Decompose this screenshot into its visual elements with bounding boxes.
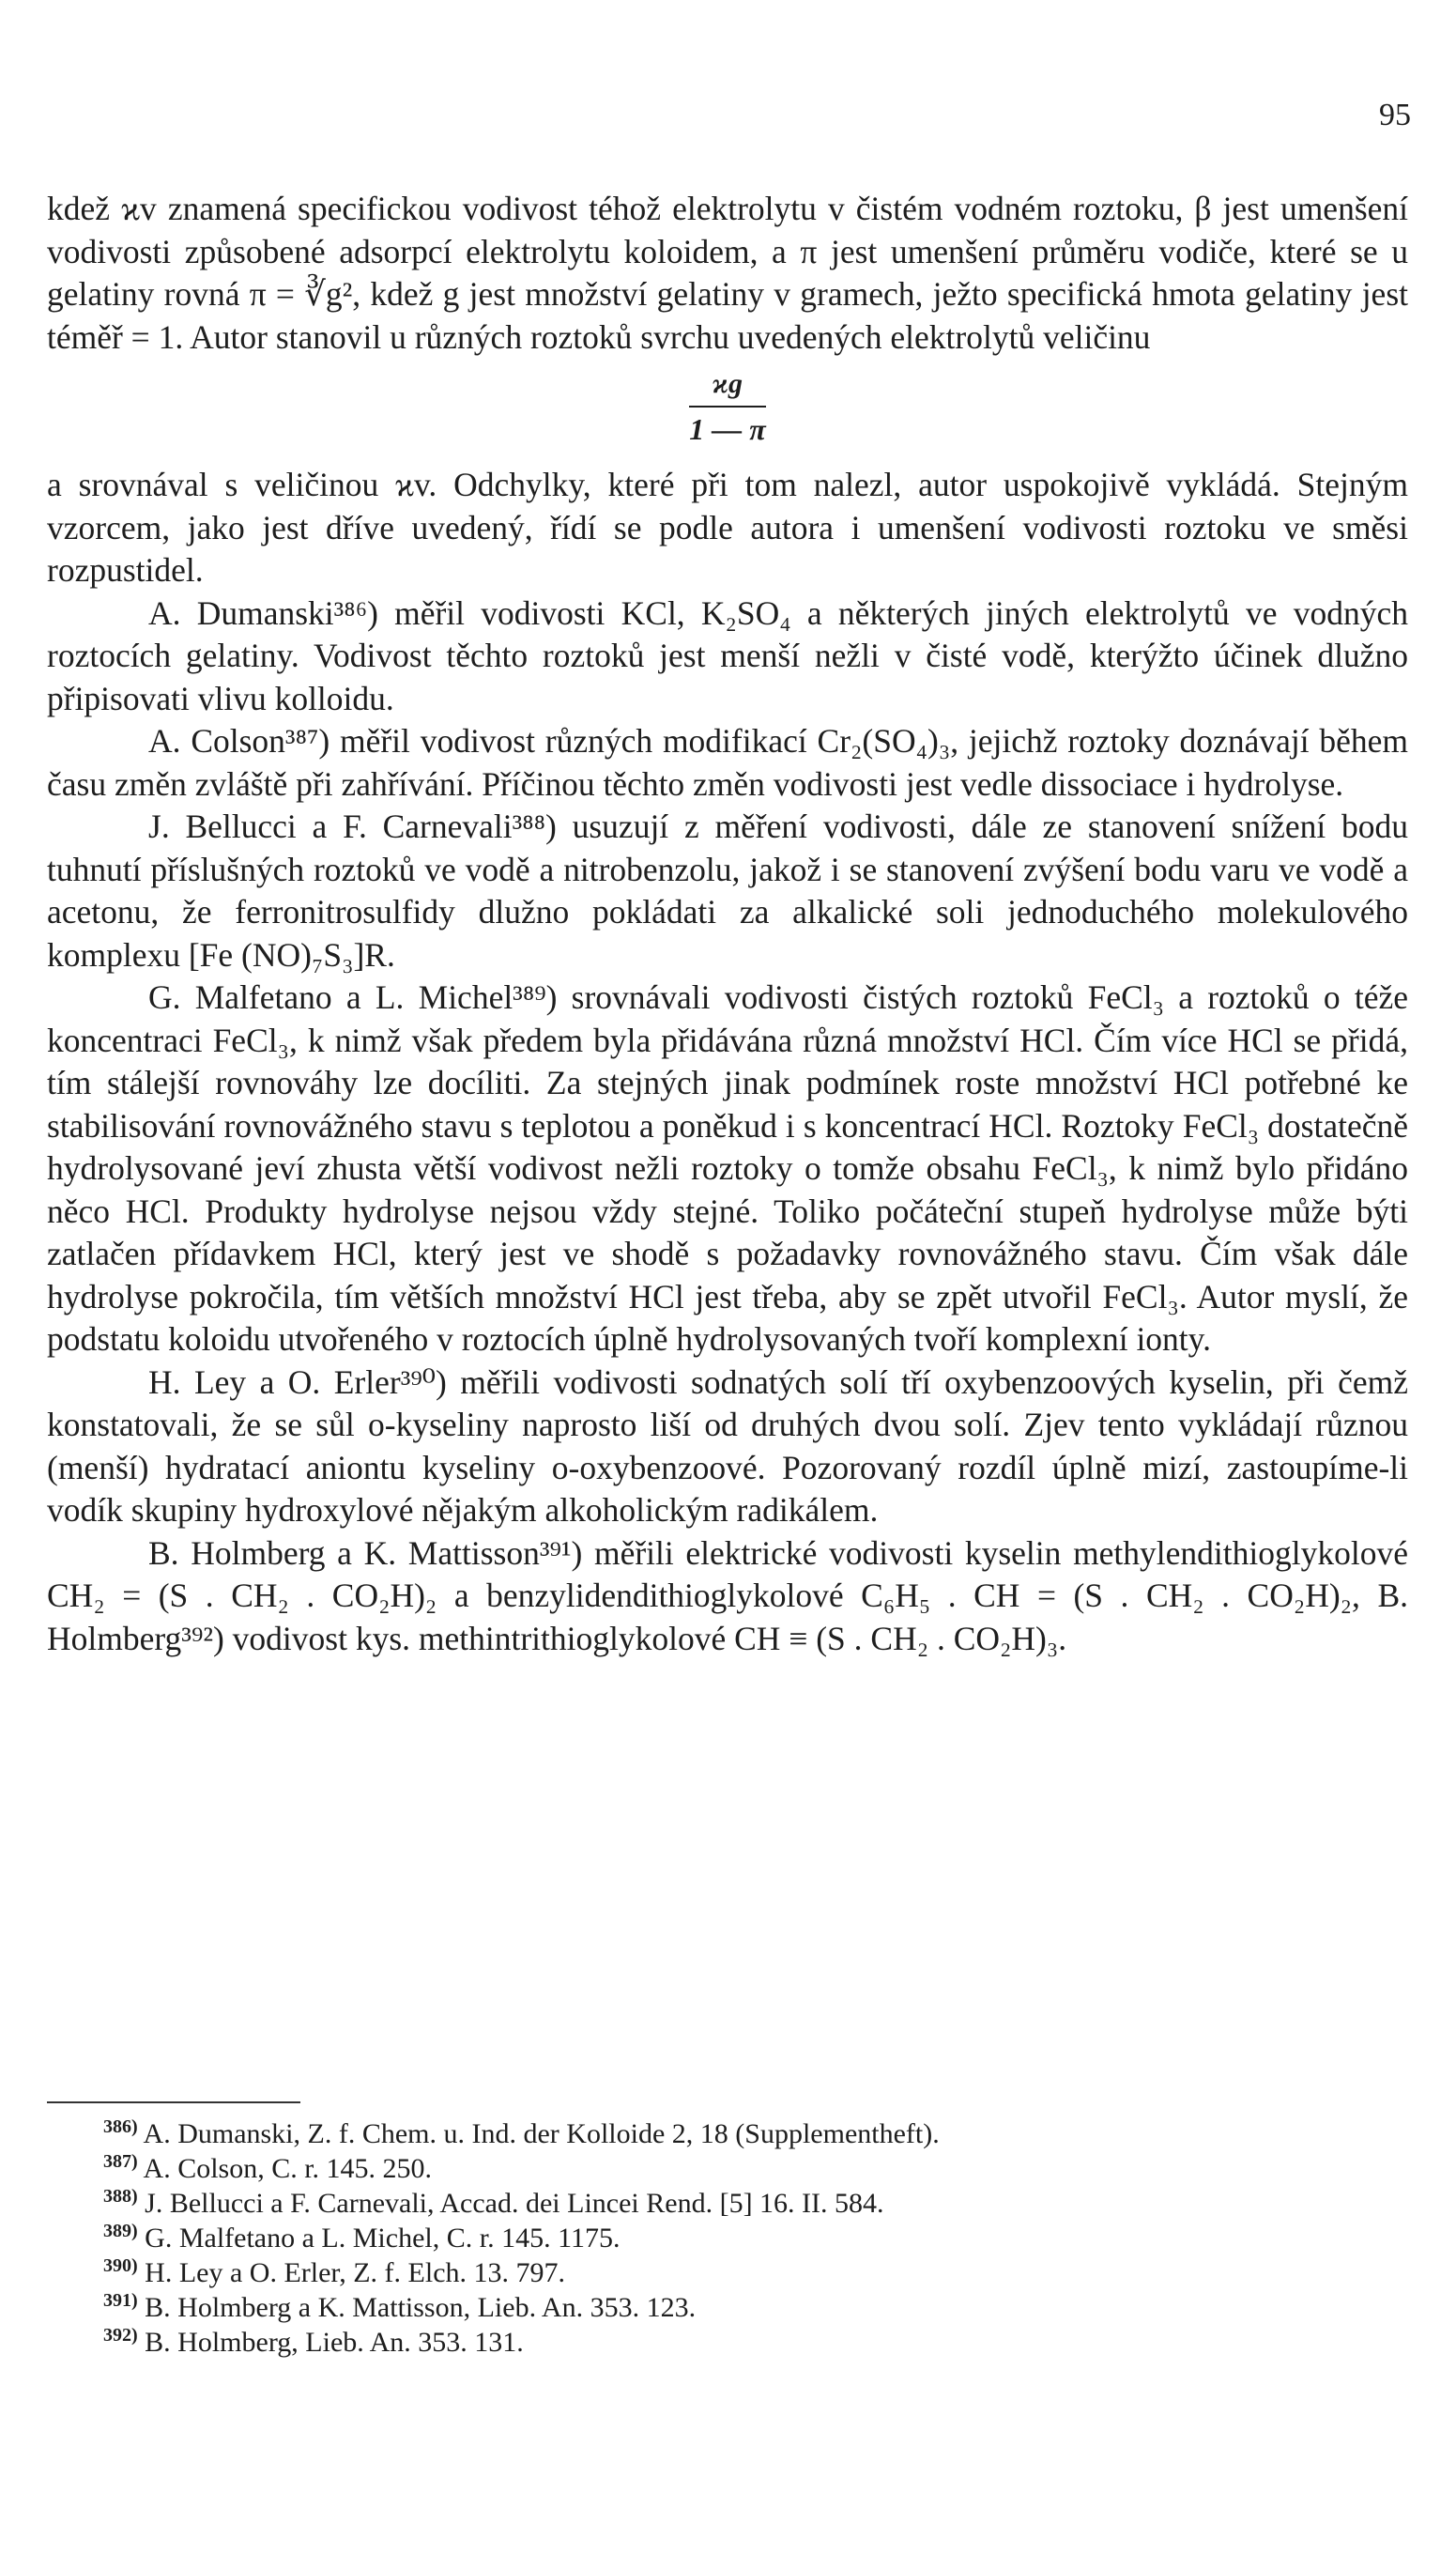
footnote-number: 389) bbox=[103, 2221, 138, 2241]
footnotes bbox=[47, 2116, 1408, 2360]
footnote-391 bbox=[47, 2290, 1408, 2325]
footnote-text: A. Colson, C. r. 145. 250. bbox=[143, 2153, 433, 2184]
footnote-number: 386) bbox=[103, 2116, 138, 2137]
footnote-separator bbox=[47, 2101, 300, 2103]
footnote-number: 388) bbox=[103, 2186, 138, 2207]
formula bbox=[47, 366, 1408, 447]
footnote-number: 392) bbox=[103, 2325, 138, 2346]
footnote-388 bbox=[47, 2186, 1408, 2221]
formula-denominator: 1 — π bbox=[689, 412, 766, 446]
footnote-386 bbox=[47, 2116, 1408, 2151]
formula-numerator: ϰg bbox=[689, 366, 765, 408]
paragraph-holmberg: B. Holmberg a K. Mattisson³⁹¹) měřili elektrické vodivosti kyselin methylendithioglykolové CH₂ = (S . CH₂ . CO₂H)₂ a benzylidendithioglykolové C₆H₅ . CH = (S . CH₂ . CO₂H)₂, B. Holmberg³⁹²) vodivost kys. methintrithioglykolové CH ≡ (S . CH₂ . CO₂H)₃. bbox=[47, 1533, 1408, 1657]
footnote-text: H. Ley a O. Erler, Z. f. Elch. 13. 797. bbox=[145, 2257, 566, 2288]
footnote-390 bbox=[47, 2255, 1408, 2290]
paragraph-1: kdež ϰv znamená specifickou vodivost téhož elektrolytu v čistém vodném roztoku, β jest umenšení vodivosti způsobené adsorpcí elektrolytu koloidem, a π jest umenšení průměru vodiče, které se u gelatiny rovná π = ∛g², kdež g jest množství gelatiny v gramech, ježto specifická hmota gelatiny jest téměř = 1. Autor stanovil u různých roztoků svrchu uvedených elektrolytů veličinu bbox=[47, 190, 1408, 356]
paragraph-dumanski: A. Dumanski³⁸⁶) měřil vodivosti KCl, K₂SO₄ a některých jiných elektrolytů ve vodných roztocích gelatiny. Vodivost těchto roztoků jest menší nežli v čisté vodě, kterýžto účinek dlužno připisovati vlivu kolloidu. bbox=[47, 593, 1408, 717]
footnote-number: 391) bbox=[103, 2290, 138, 2311]
footnote-text: B. Holmberg, Lieb. An. 353. 131. bbox=[145, 2327, 524, 2358]
fraction bbox=[689, 366, 765, 447]
paragraph-malfetano: G. Malfetano a L. Michel³⁸⁹) srovnávali vodivosti čistých roztoků FeCl₃ a roztoků o téže koncentraci FeCl₃, k nimž však předem byla přidávána různá množství HCl. Čím více HCl se přidá, tím stálejší rovnováhy lze docíliti. Za stejných jinak podmínek roste množství HCl potřebné ke stabilisování rovnovážného stavu s teplotou a poněkud i s koncentrací HCl. Roztoky FeCl₃ dostatečně hydrolysované jeví zhusta větší vodivost nežli roztoky o tomže obsahu FeCl₃, k nimž bylo přidáno něco HCl. Produkty hydrolyse nejsou vždy stejné. Toliko počáteční stupeň hydrolyse může býti zatlačen přídavkem HCl, který jest ve shodě s požadavky rovnovážného stavu. Čím však dále hydrolyse pokročila, tím větších množství HCl jest třeba, aby se zpět utvořil FeCl₃. Autor myslí, že podstatu koloidu utvořeného v roztocích úplně hydrolysovaných tvoří komplexní ionty. bbox=[47, 978, 1408, 1358]
paragraph-colson: A. Colson³⁸⁷) měřil vodivost různých modifikací Cr₂(SO₄)₃, jejichž roztoky doznávají během času změn zvláště při zahřívání. Příčinou těchto změn vodivosti jest vedle dissociace i hydrolyse. bbox=[47, 722, 1408, 803]
footnote-text: J. Bellucci a F. Carnevali, Accad. dei Lincei Rend. [5] 16. II. 584. bbox=[145, 2188, 884, 2219]
footnote-text: G. Malfetano a L. Michel, C. r. 145. 1175. bbox=[145, 2223, 621, 2254]
footnote-number: 387) bbox=[103, 2151, 138, 2172]
page-number: 95 bbox=[1379, 98, 1411, 132]
footnote-text: B. Holmberg a K. Mattisson, Lieb. An. 353. 123. bbox=[145, 2292, 697, 2323]
footnote-number: 390) bbox=[103, 2255, 138, 2276]
footnote-392 bbox=[47, 2325, 1408, 2360]
paragraph-2: a srovnával s veličinou ϰv. Odchylky, které při tom nalezl, autor uspokojivě vykládá. Stejným vzorcem, jako jest dříve uvedený, řídí se podle autora i umenšení vodivosti roztoku ve směsi rozpustidel. bbox=[47, 466, 1408, 589]
paragraph-ley: H. Ley a O. Erler³⁹⁰) měřili vodivosti sodnatých solí tří oxybenzoových kyselin, při čemž konstatovali, že se sůl o-kyseliny naprosto liší od druhých dvou solí. Zjev tento vykládají různou (menší) hydratací aniontu kyseliny o-oxybenzoové. Pozorovaný rozdíl úplně mizí, zastoupíme-li vodík skupiny hydroxylové nějakým alkoholickým radikálem. bbox=[47, 1362, 1408, 1529]
footnote-389 bbox=[47, 2221, 1408, 2255]
footnote-text: A. Dumanski, Z. f. Chem. u. Ind. der Kolloide 2, 18 (Supplementheft). bbox=[143, 2118, 940, 2149]
paragraph-bellucci: J. Bellucci a F. Carnevali³⁸⁸) usuzují z měření vodivosti, dále ze stanovení snížení bodu tuhnutí příslušných roztoků ve vodě a nitrobenzolu, jakož i se stanovení zvýšení bodu varu ve vodě a acetonu, že ferronitrosulfidy dlužno pokládati za alkalické soli jednoduchého molekulového komplexu [Fe (NO)₇S₃]R. bbox=[47, 808, 1408, 974]
footnote-387 bbox=[47, 2151, 1408, 2186]
main-text bbox=[47, 188, 1408, 1660]
